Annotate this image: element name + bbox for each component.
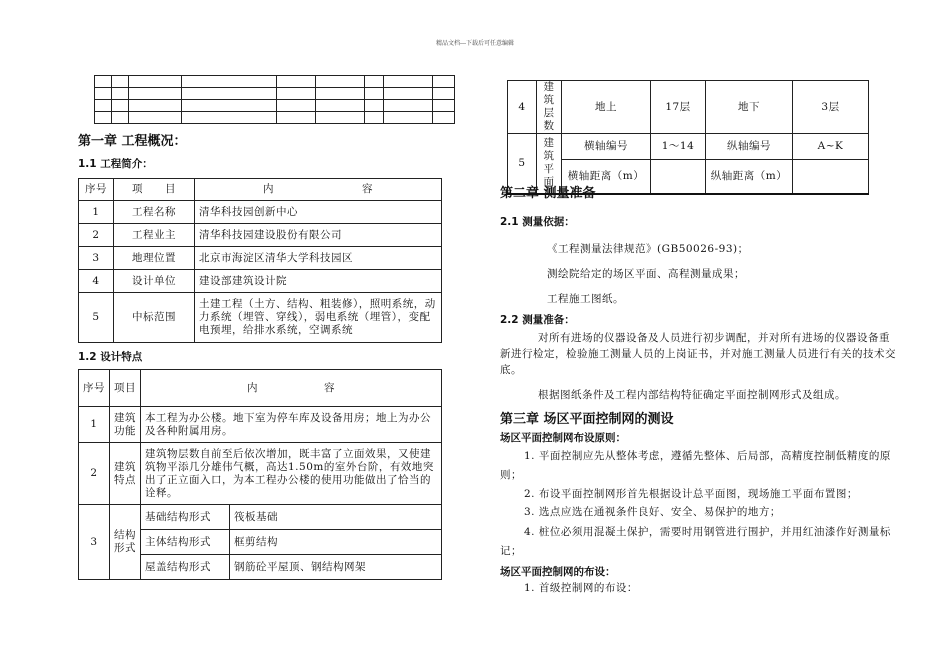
chapter2-title: 第二章 测量准备	[500, 186, 596, 201]
rt-row5-h-axis-value: 1～14	[651, 134, 706, 160]
rt-row4-above-label: 地上	[562, 81, 651, 134]
t1-row3-content: 北京市海淀区清华大学科技园区	[195, 247, 442, 270]
t2-header-content: 内 容	[141, 370, 442, 407]
chapter3-title: 第三章 场区平面控制网的测设	[500, 412, 674, 427]
t2-row3-sub3-value: 钢筋砼平屋顶、钢结构网架	[230, 555, 442, 580]
principle-1: 1. 平面控制应先从整体考虑，遵循先整体、后局部，高精度控制低精度的原则；	[500, 450, 891, 481]
section-2-1-title: 2.1 测量依据：	[500, 216, 575, 228]
principle-3: 3. 选点应选在通视条件良好、安全、易保护的地方；	[524, 506, 781, 518]
t2-row1-no: 1	[79, 407, 110, 443]
t2-row3-sub2-label: 主体结构形式	[141, 530, 230, 555]
prep-paragraph-2: 根据图纸条件及工程内部结构特征确定平面控制网形式及组成。	[538, 389, 846, 401]
building-info-table	[507, 80, 869, 195]
rt-row5-v-axis-label: 纵轴编号	[706, 134, 793, 160]
t1-row5-content: 土建工程（土方、结构、粗装修），照明系统，动力系统（埋管、穿线），弱电系统（埋管），变配电预埋，给排水系统，空调系统	[195, 293, 442, 343]
rt-row4-item: 建筑层数	[537, 81, 562, 134]
layout-title: 场区平面控制网的布设：	[500, 566, 616, 578]
rt-row5-h-dist-label: 横轴距离（m）	[562, 160, 651, 194]
project-overview-table	[78, 178, 442, 343]
rt-row4-below-label: 地下	[706, 81, 793, 134]
t2-row3-item: 结构形式	[110, 505, 141, 580]
t1-header-no: 序号	[79, 179, 114, 201]
t2-row3-sub2-value: 框剪结构	[230, 530, 442, 555]
page-header: 精品文档---下载后可任意编辑	[435, 40, 515, 47]
t1-header-item: 项 目	[114, 179, 195, 201]
t2-row3-sub1-value: 筏板基础	[230, 505, 442, 530]
t1-row3-item: 地理位置	[114, 247, 195, 270]
rt-row5-no: 5	[508, 134, 537, 194]
t2-row3-sub1-label: 基础结构形式	[141, 505, 230, 530]
t1-row5-no: 5	[79, 293, 114, 343]
t1-header-content: 内 容	[195, 179, 442, 201]
rt-row5-v-dist-label: 纵轴距离（m）	[706, 160, 793, 194]
t2-header-no: 序号	[79, 370, 110, 407]
principle-4: 4. 桩位必须用混凝土保护，需要时用钢管进行围护，并用红油漆作好测量标记；	[500, 526, 891, 557]
t1-row5-item: 中标范围	[114, 293, 195, 343]
t1-row1-content: 清华科技园创新中心	[195, 201, 442, 224]
rt-row5-h-dist-value	[651, 160, 706, 194]
empty-top-table	[94, 75, 455, 124]
rt-row4-no: 4	[508, 81, 537, 134]
t2-row2-no: 2	[79, 443, 110, 505]
layout-item-1: 1. 首级控制网的布设：	[524, 582, 638, 594]
t2-header-item: 项目	[110, 370, 141, 407]
t2-row2-content: 建筑物层数自前至后依次增加，既丰富了立面效果，又使建筑物平添几分雄伟气概，高达1.50m的室外台阶，有效地突出了正立面入口，为本工程办公楼的使用功能做出了恰当的诠释。	[141, 443, 442, 505]
design-features-table	[78, 369, 442, 580]
section-1-2-title: 1.2 设计特点	[78, 351, 143, 363]
t2-row3-sub3-label: 屋盖结构形式	[141, 555, 230, 580]
t2-row3-no: 3	[79, 505, 110, 580]
t1-row2-content: 清华科技园建设股份有限公司	[195, 224, 442, 247]
section-1-1-title: 1.1 工程简介：	[78, 158, 153, 170]
t1-row1-no: 1	[79, 201, 114, 224]
rt-row5-v-axis-value: A~K	[793, 134, 869, 160]
t2-row1-content: 本工程为办公楼。地下室为停车库及设备用房；地上为办公及各种附属用房。	[141, 407, 442, 443]
t1-row4-item: 设计单位	[114, 270, 195, 293]
chapter1-title: 第一章 工程概况：	[78, 134, 187, 149]
t1-row4-content: 建设部建筑设计院	[195, 270, 442, 293]
t2-row1-item: 建筑功能	[110, 407, 141, 443]
t1-row1-item: 工程名称	[114, 201, 195, 224]
principle-2: 2. 布设平面控制网形首先根据设计总平面图，现场施工平面布置图；	[524, 488, 858, 500]
basis-item-3: 工程施工图纸。	[547, 293, 624, 305]
t1-row2-no: 2	[79, 224, 114, 247]
section-2-2-title: 2.2 测量准备：	[500, 314, 575, 326]
rt-row5-v-dist-value	[793, 160, 869, 194]
basis-item-2: 测绘院给定的场区平面、高程测量成果；	[547, 268, 745, 280]
t1-row2-item: 工程业主	[114, 224, 195, 247]
t1-row4-no: 4	[79, 270, 114, 293]
basis-item-1: 《工程测量法律规范》(GB50026-93)；	[547, 243, 749, 255]
rt-row4-below-value: 3层	[793, 81, 869, 134]
principles-title: 场区平面控制网布设原则：	[500, 432, 626, 444]
rt-row5-item: 建筑平面	[537, 134, 562, 194]
prep-paragraph-1: 对所有进场的仪器设备及人员进行初步调配，并对所有进场的仪器设备重新进行检定，检验施工测量人员的上岗证书，并对施工测量人员进行有关的技术交底。	[500, 332, 896, 376]
t2-row2-item: 建筑特点	[110, 443, 141, 505]
t1-row3-no: 3	[79, 247, 114, 270]
rt-row5-h-axis-label: 横轴编号	[562, 134, 651, 160]
rt-row4-above-value: 17层	[651, 81, 706, 134]
